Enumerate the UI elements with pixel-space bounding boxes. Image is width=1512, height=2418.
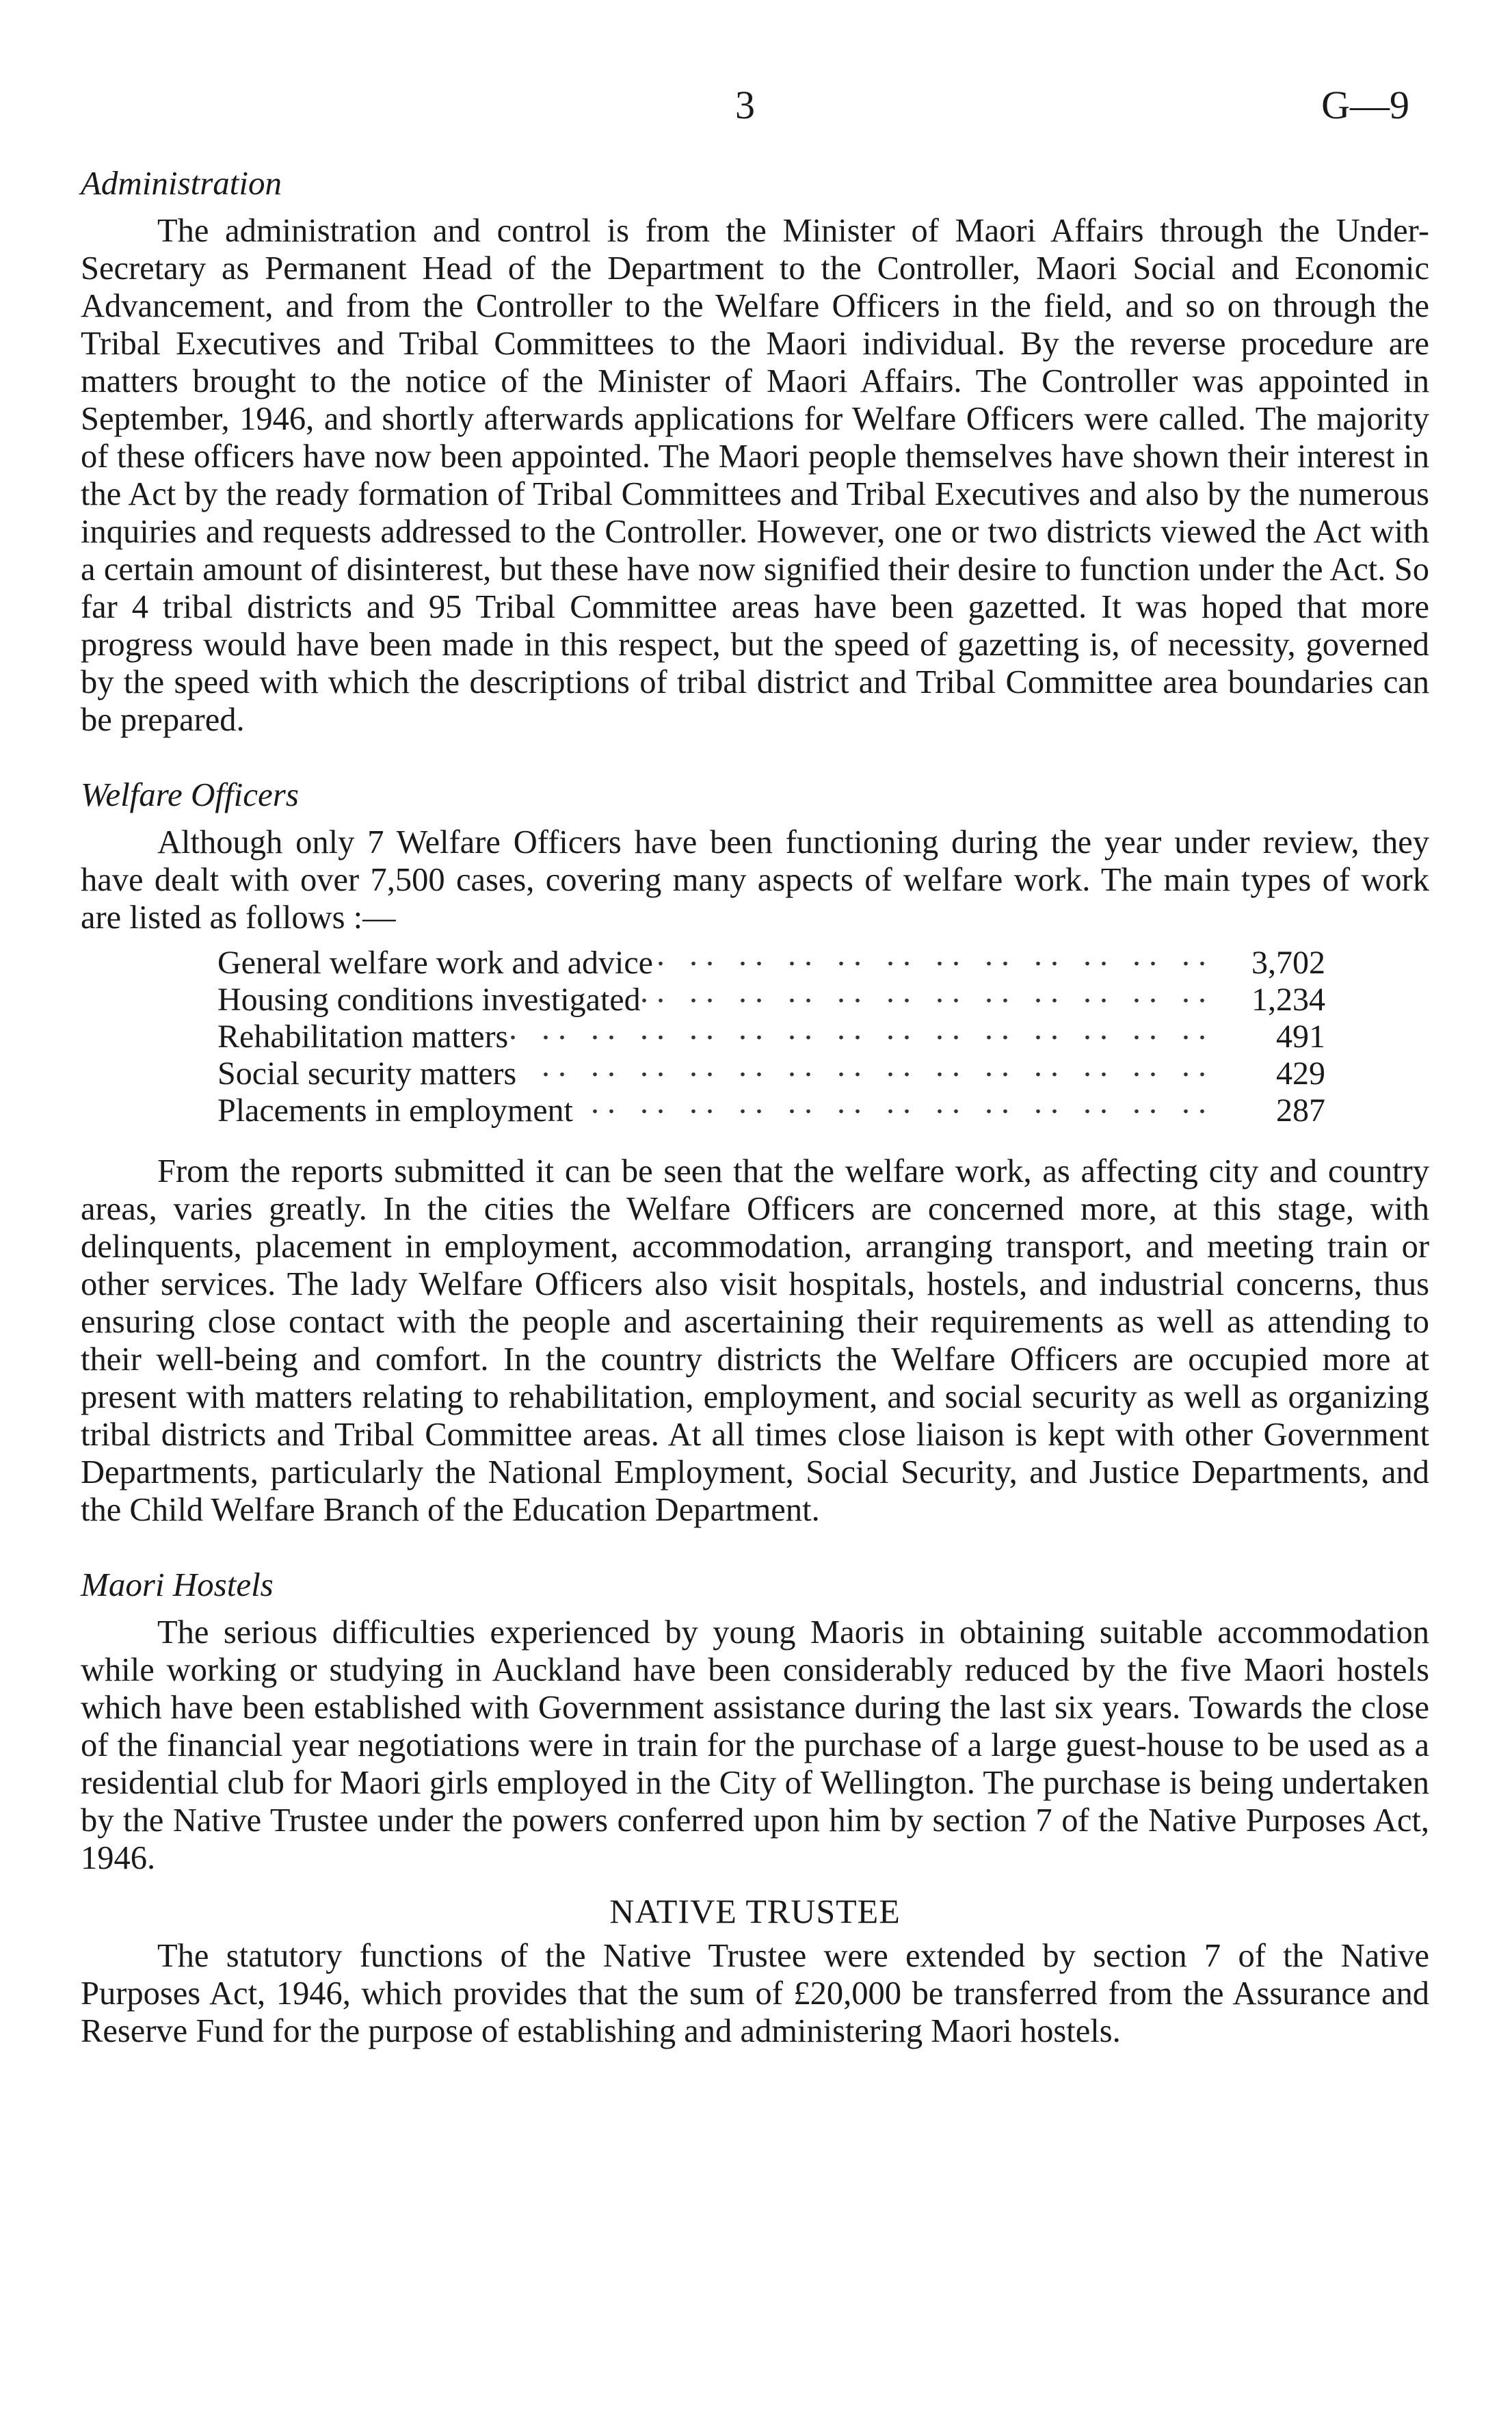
- dot-leader: [573, 1084, 1216, 1121]
- work-type-count: 287: [1276, 1092, 1325, 1129]
- page-number: 3: [735, 83, 755, 127]
- document-reference: G—9: [1321, 83, 1409, 127]
- section-heading-maori-hostels: Maori Hostels: [81, 1566, 274, 1603]
- work-type-label: Social security matters: [217, 1055, 517, 1092]
- page-body: [81, 163, 1429, 2050]
- section-native-trustee: [81, 1889, 1429, 2050]
- work-type-label: General welfare work and advice: [217, 945, 653, 981]
- work-type-label: Rehabilitation matters: [217, 1019, 509, 1055]
- administration-paragraph: The administration and control is from the Minister of Maori Affairs through the Under-Secretary as Permanent Head of the Department to the Controller, Maori Social and Economic Advancement, and from the Controller to the Welfare Officers in the field, and so on through the Tribal Executives and Tribal Committees to the Maori individual. By the reverse procedure are matters brought to the notice of the Minister of Maori Affairs. The Controller was appointed in September, 1946, and shortly afterwards applications for Welfare Officers were called. The majority of these officers have now been appointed. The Maori people themselves have shown their interest in the Act by the ready formation of Tribal Committees and Tribal Executives and also by the numerous inquiries and requests addressed to the Controller. However, one or two districts viewed the Act with a certain amount of disinterest, but these have now signified their desire to function under the Act. So far 4 tribal districts and 95 Tribal Committee areas have been gazetted. It was hoped that more progress would have been made in this respect, but the speed of gazetting is, of necessity, governed by the speed with which the descriptions of tribal district and Tribal Committee area boundaries can be prepared.: [81, 213, 1429, 738]
- section-welfare-officers: [81, 774, 1429, 1529]
- work-type-row: [217, 936, 1325, 981]
- work-type-count: 1,234: [1251, 982, 1325, 1018]
- section-heading-native-trustee: NATIVE TRUSTEE: [609, 1892, 901, 1930]
- work-type-label: Housing conditions investigated: [217, 982, 641, 1018]
- section-maori-hostels: [81, 1564, 1429, 1877]
- page-header: [0, 82, 1512, 137]
- section-heading-welfare-officers: Welfare Officers: [81, 776, 299, 813]
- dot-leader: [641, 973, 1216, 1010]
- welfare-officers-intro: Although only 7 Welfare Officers have been functioning during the year under review, they have dealt with over 7,500 cases, covering many aspects of welfare work. The main types of work are listed as follows :—: [81, 824, 1429, 936]
- dot-leader: [653, 936, 1216, 973]
- work-type-count: 3,702: [1251, 945, 1325, 981]
- dot-leader: [516, 1047, 1216, 1084]
- work-type-count: 491: [1276, 1019, 1325, 1055]
- native-trustee-paragraph: The statutory functions of the Native Trustee were extended by section 7 of the Native Purposes Act, 1946, which provides that the sum of £20,000 be transferred from the Assurance and Reserve Fund for the purpose of establishing and administering Maori hostels.: [81, 1938, 1429, 2049]
- dot-leader: [508, 1010, 1216, 1047]
- welfare-officers-paragraph: From the reports submitted it can be seen that the welfare work, as affecting city and country areas, varies greatly. In the cities the Welfare Officers are concerned more, at this stage, with delinquents, placement in employment, accommodation, arranging transport, and meeting train or other services. The lady Welfare Officers also visit hospitals, hostels, and industrial concerns, thus ensuring close contact with the people and ascertaining their requirements as well as attending to their well-being and comfort. In the country districts the Welfare Officers are occupied more at present with matters relating to rehabilitation, employment, and social security as well as organizing tribal districts and Tribal Committee areas. At all times close liaison is kept with other Government Departments, particularly the National Employment, Social Security, and Justice Departments, and the Child Welfare Branch of the Education Department.: [81, 1153, 1429, 1528]
- maori-hostels-paragraph: The serious difficulties experienced by young Maoris in obtaining suitable accommodation while working or studying in Auckland have been considerably reduced by the five Maori hostels which have been established with Government assistance during the last six years. Towards the close of the financial year negotiations were in train for the purchase of a large guest-house to be used as a residential club for Maori girls employed in the City of Wellington. The purchase is being undertaken by the Native Trustee under the powers conferred upon him by section 7 of the Native Purposes Act, 1946.: [81, 1614, 1429, 1876]
- section-administration: [81, 163, 1429, 739]
- section-heading-administration: Administration: [81, 164, 282, 202]
- work-type-count: 429: [1276, 1055, 1325, 1092]
- work-type-label: Placements in employment: [217, 1092, 573, 1129]
- work-types-list: [217, 936, 1325, 1129]
